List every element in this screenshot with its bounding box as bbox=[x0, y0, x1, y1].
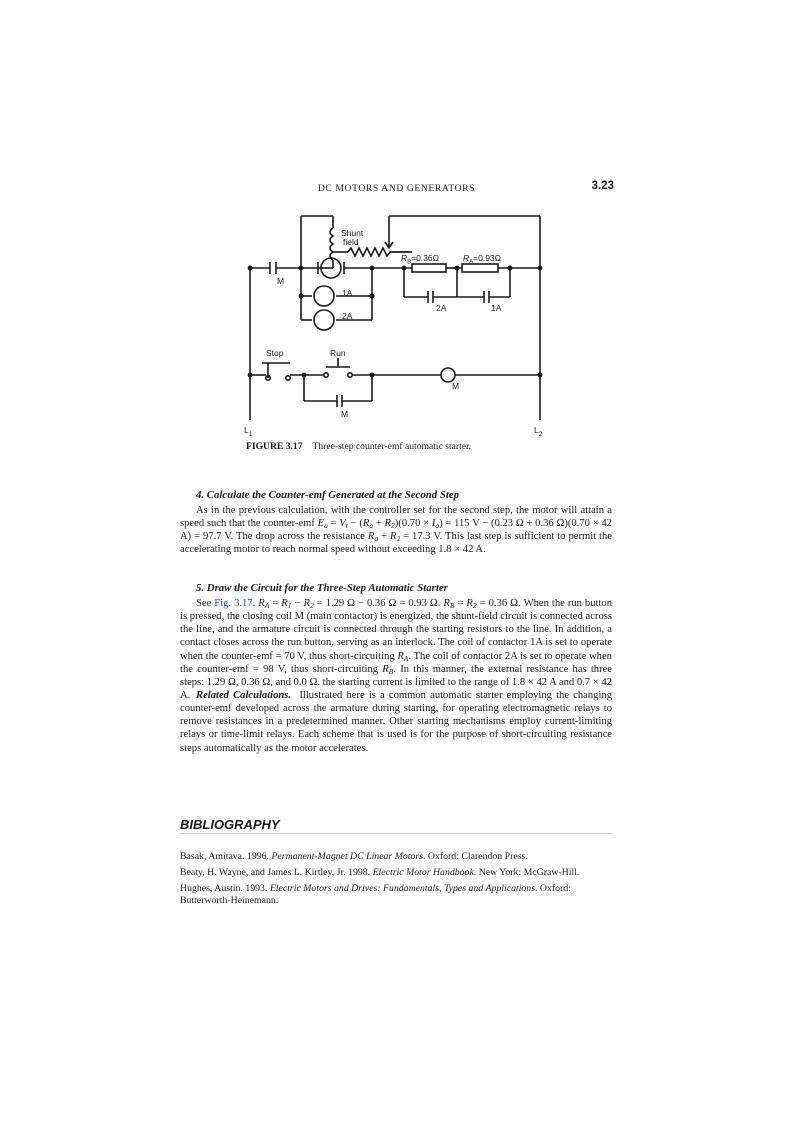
relay-2a-coil-icon bbox=[314, 310, 334, 330]
shunt-field-branch bbox=[301, 216, 333, 268]
control-circuit bbox=[250, 358, 540, 407]
junction-dots bbox=[248, 266, 543, 378]
related-calculations-heading: Related Calculations. bbox=[196, 690, 292, 701]
related-calculations-body: Illustrated here is a common automatic starter employing the changing counter-emf developed across the armature during starting, for operating electromagnetic relays to remove resistances in a predetermined manner. Other starting mechanisms employ current-limiting relays or time-limit relays. Each scheme that is used is for the purpose of short-circuiting resistance steps automatically as the motor accelerates. bbox=[180, 690, 613, 754]
figure-caption bbox=[246, 441, 471, 452]
bibliography-entry: Basak, Amitava. 1996. Permanent-Magnet DC Linear Motors. Oxford: Clarendon Press. bbox=[180, 851, 528, 862]
page-number: 3.23 bbox=[591, 180, 614, 192]
relay-1a-label: 1A bbox=[342, 288, 353, 298]
contact-1a-label: 1A bbox=[491, 303, 502, 313]
main-coil-m-icon bbox=[441, 368, 455, 382]
l1-label: $L_1$ bbox=[244, 425, 253, 438]
bibliography-entry: Hughes, Austin. 1993. Electric Motors and Drives: Fundamentals, Types and Applications. Oxford: Butterworth-Heinemann. bbox=[180, 883, 571, 906]
resistor-ra-icon bbox=[462, 264, 498, 272]
interlock-m-label: M bbox=[341, 409, 349, 419]
figure-reference-link[interactable]: Fig. 3.17 bbox=[214, 598, 253, 609]
figure-label: FIGURE 3.17 bbox=[246, 441, 303, 452]
relay-1a-coil-icon bbox=[314, 286, 334, 306]
l2-label: $L_2$ bbox=[534, 425, 543, 438]
relay-coils bbox=[301, 268, 372, 330]
ra-label: $R_A=0.93\Omega$ bbox=[463, 253, 502, 266]
resistor-rb-icon bbox=[412, 264, 446, 272]
step-5-heading: 5. Draw the Circuit for the Three-Step Automatic Starter bbox=[196, 582, 448, 594]
stop-label: Stop bbox=[266, 348, 284, 358]
contact-m-label: M bbox=[277, 276, 285, 286]
starter-circuit-diagram bbox=[0, 0, 793, 440]
coil-m-label: M bbox=[452, 381, 460, 391]
step-4-heading: 4. Calculate the Counter-emf Generated at the Second Step bbox=[196, 489, 460, 501]
relay-2a-label: 2A bbox=[342, 311, 353, 321]
bibliography-list bbox=[180, 851, 612, 907]
figure-caption-text: Three-step counter-emf automatic starter. bbox=[312, 441, 472, 452]
step-5-paragraph: See Fig. 3.17. $R_A = R_1 - R_2 = 1.29$ Ω − 0.36 Ω = 0.93 Ω. $R_B = R_2 = 0.36$ Ω. When the run button is pressed, the closing coil M (main contactor) is energized, the shunt-field circuit is connected across the line, and the armature circuit is connected through the starting resistors to the line. In addition, a contact closes across the run button, serving as an interlock. The coil of contactor 1A is set to operate when the counter-emf = 70 V, thus short-circuiting $R_A$. The coil of contactor 2A is set to operate when the counter-emf = 98 V, thus short-circuiting $R_B$. In this manner, the external resistance has three steps: 1.29 Ω, 0.36 Ω, and 0.0 Ω. the starting current is limited to the range of 1.8 × 42 A and 0.7 × 42 A. bbox=[180, 598, 613, 702]
bibliography-heading: BIBLIOGRAPHY bbox=[180, 817, 280, 832]
bypass-contacts bbox=[404, 268, 510, 303]
related-calculations-paragraph bbox=[180, 689, 612, 755]
running-header-title: DC MOTORS AND GENERATORS bbox=[317, 183, 476, 194]
rb-label: $R_B=0.36\Omega$ bbox=[401, 253, 440, 266]
field-label: field bbox=[343, 237, 359, 247]
contact-2a-label: 2A bbox=[436, 303, 447, 313]
run-label: Run bbox=[330, 348, 346, 358]
shunt-label: Shunt bbox=[341, 228, 364, 238]
step-4-paragraph: As in the previous calculation, with the controller set for the second step, the motor will attain a speed such that the counter-emf $E_a = V_t - (R_a + R_2)(0.70 \times I_a) = 115$ V − (0.23 Ω + 0.36 Ω)(0.70 × 42 A) = 97.7 V. The drop across the resistance $R_a + R_2 = 17.3$ V. This last step is sufficient to permit the accelerating motor to reach normal speed without exceeding 1.8 × 42 A. bbox=[180, 505, 612, 556]
bibliography-rule bbox=[180, 833, 612, 834]
bibliography-entry: Beaty, H. Wayne, and James L. Kirtley, Jr. 1998. Electric Motor Handbook. New York: McGraw-Hill. bbox=[180, 867, 580, 878]
